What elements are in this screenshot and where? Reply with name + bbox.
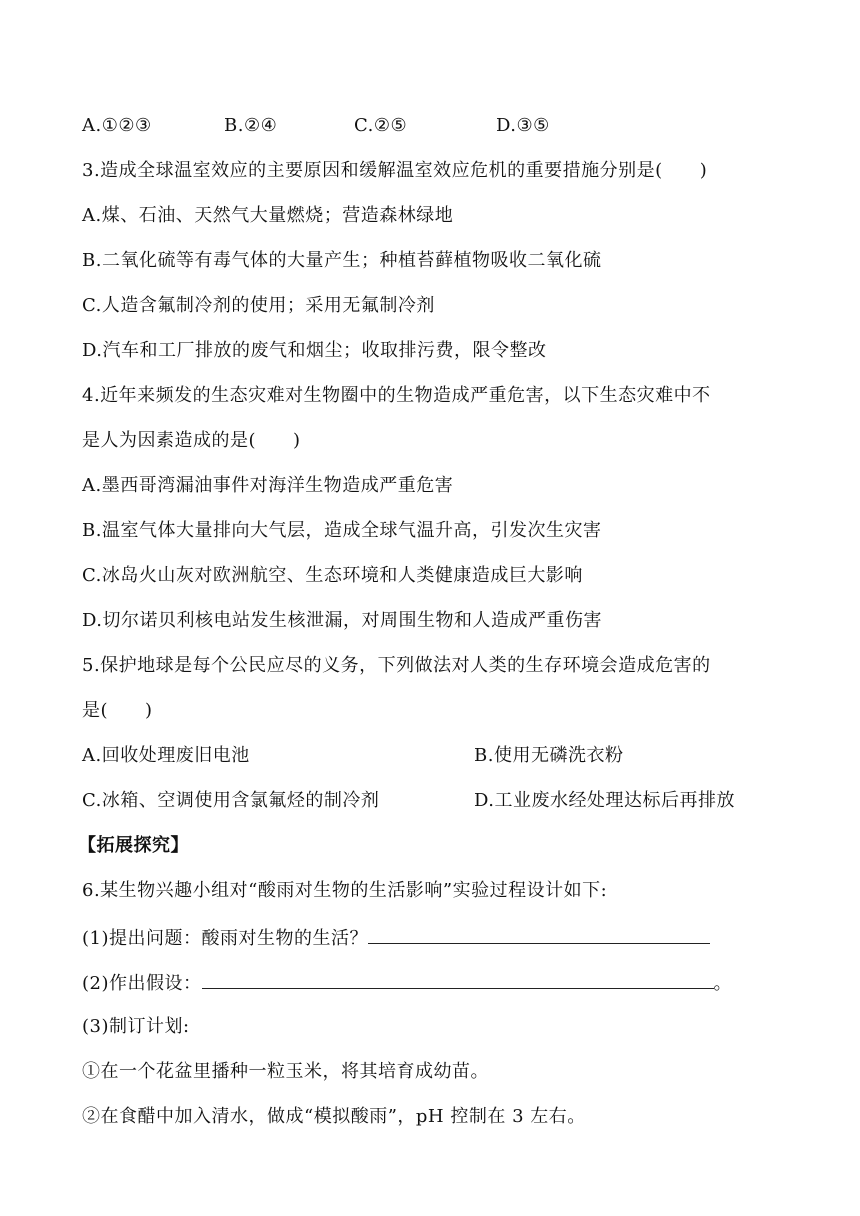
q4-stem-line2: 是人为因素造成的是( ) (82, 430, 301, 451)
q2-option-c: C.②⑤ (354, 115, 408, 136)
q3-stem: 3.造成全球温室效应的主要原因和缓解温室效应危机的重要措施分别是( ) (82, 160, 708, 181)
q5-stem-line1: 5.保护地球是每个公民应尽的义务，下列做法对人类的生存环境会造成危害的 (82, 655, 711, 676)
q6-part2-answer-blank[interactable] (202, 970, 714, 989)
q6-part1-label: (1)提出问题：酸雨对生物的生活？ (82, 928, 368, 949)
q2-option-a: A.①②③ (82, 115, 152, 136)
q6-part1 (82, 925, 710, 951)
q6-step2: ②在食醋中加入清水，做成“模拟酸雨”，pH 控制在 3 左右。 (82, 1106, 586, 1127)
q6-step1: ①在一个花盆里播种一粒玉米，将其培育成幼苗。 (82, 1061, 489, 1082)
q4-option-d: D.切尔诺贝利核电站发生核泄漏，对周围生物和人造成严重伤害 (82, 610, 603, 631)
q3-option-a: A.煤、石油、天然气大量燃烧；营造森林绿地 (82, 205, 454, 226)
q4-stem-line1: 4.近年来频发的生态灾难对生物圈中的生物造成严重危害，以下生态灾难中不 (82, 385, 711, 406)
q5-option-c: C.冰箱、空调使用含氯氟烃的制冷剂 (82, 790, 380, 811)
q6-part2 (82, 970, 732, 996)
q3-option-c: C.人造含氟制冷剂的使用；采用无氟制冷剂 (82, 295, 435, 316)
q2-option-b: B.②④ (224, 115, 278, 136)
q6-stem: 6.某生物兴趣小组对“酸雨对生物的生活影响”实验过程设计如下: (82, 880, 608, 901)
q6-part3-label: (3)制订计划: (82, 1016, 190, 1037)
q4-option-c: C.冰岛火山灰对欧洲航空、生态环境和人类健康造成巨大影响 (82, 565, 583, 586)
q3-option-d: D.汽车和工厂排放的废气和烟尘；收取排污费，限令整改 (82, 340, 547, 361)
q5-options-row-1 (82, 744, 782, 768)
q6-part2-end-mark: 。 (713, 973, 732, 994)
q5-option-d: D.工业废水经处理达标后再排放 (474, 790, 736, 811)
q2-option-d: D.③⑤ (496, 115, 550, 136)
q6-part1-answer-blank[interactable] (368, 925, 710, 944)
q4-option-a: A.墨西哥湾漏油事件对海洋生物造成严重危害 (82, 475, 454, 496)
q5-options-row-2 (82, 789, 782, 813)
q4-option-b: B.温室气体大量排向大气层，造成全球气温升高，引发次生灾害 (82, 520, 602, 541)
section-heading: 【拓展探究】 (78, 835, 189, 856)
q5-option-b: B.使用无磷洗衣粉 (474, 745, 624, 766)
q3-option-b: B.二氧化硫等有毒气体的大量产生；种植苔藓植物吸收二氧化硫 (82, 250, 602, 271)
q5-stem-line2: 是( ) (82, 700, 153, 721)
q5-option-a: A.回收处理废旧电池 (82, 745, 250, 766)
q6-part2-label: (2)作出假设： (82, 973, 202, 994)
q2-options-row (82, 114, 782, 138)
